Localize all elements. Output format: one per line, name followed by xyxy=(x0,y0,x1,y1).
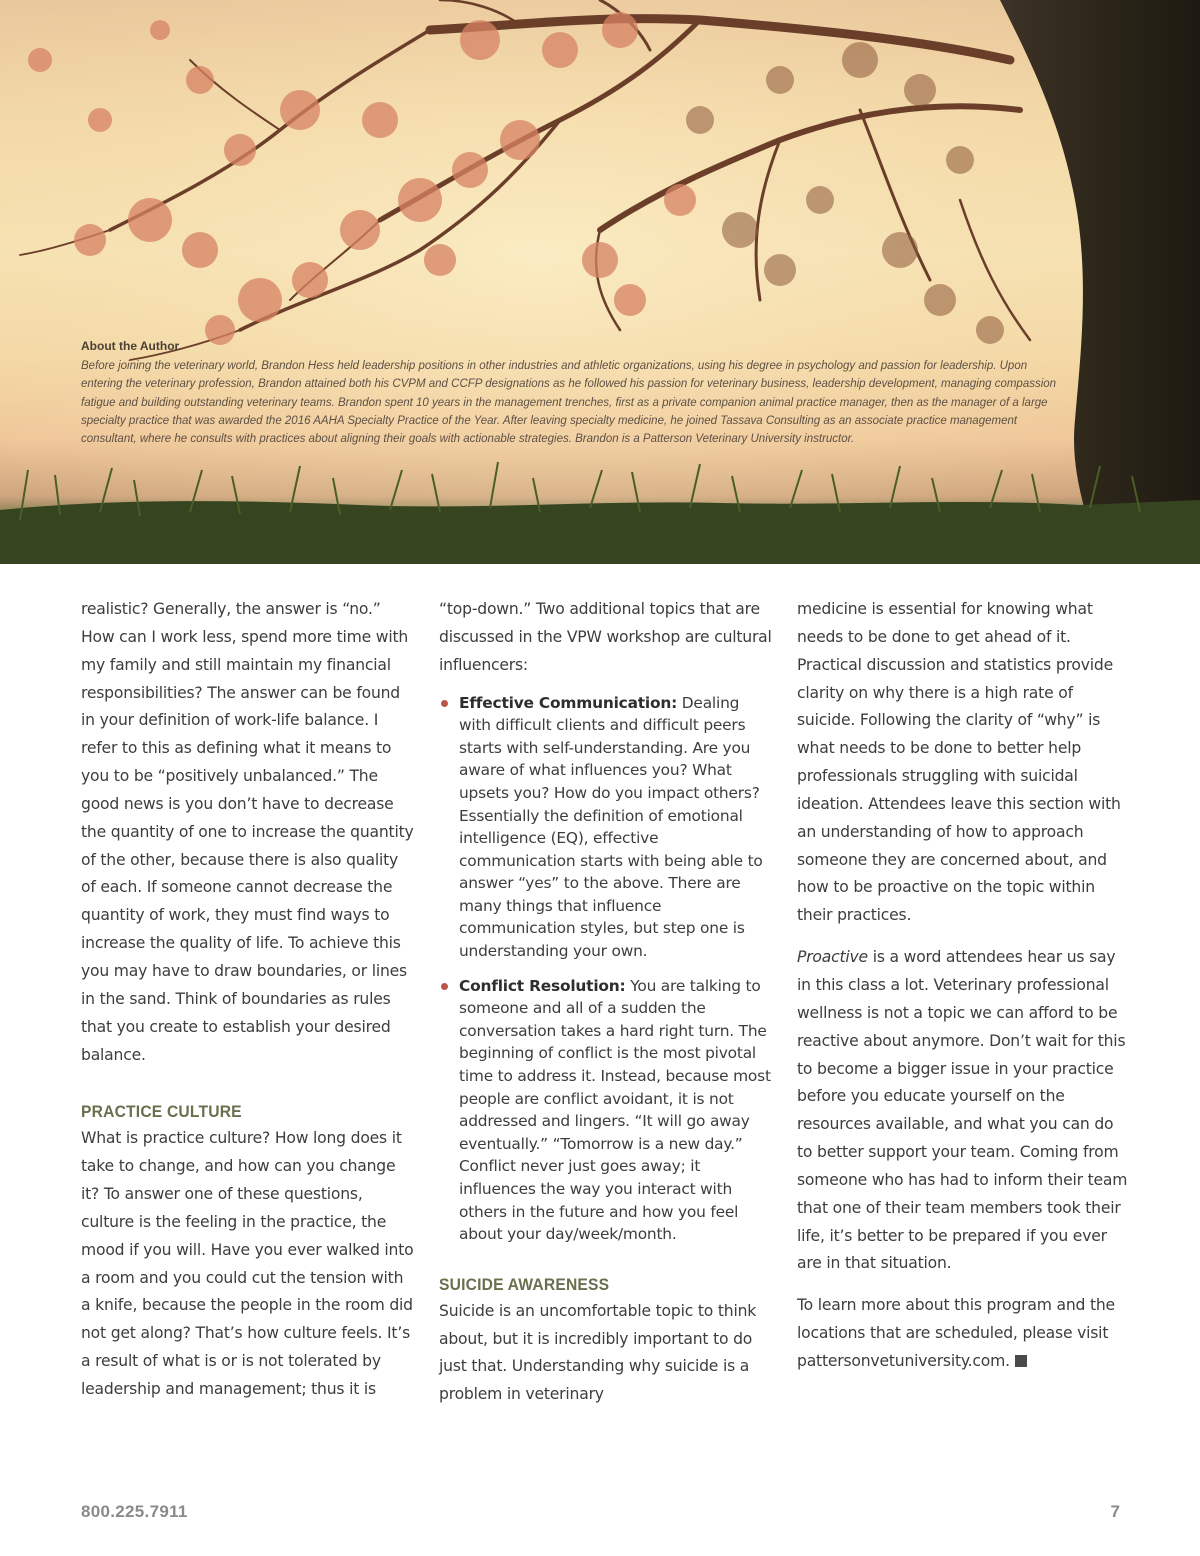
end-of-article-square-icon xyxy=(1015,1355,1027,1367)
col3-paragraph-1: medicine is essential for knowing what needs to be done to get ahead of it. Practical discussion and statistics provide clarity on why there is a high rate of suicide. Following the clarity of “why” is what needs to be done to better help professionals struggling with suicidal ideation. Attendees leave this section with an understanding of how to approach someone they are concerned about, and how to be proactive on the topic within their practices. xyxy=(797,600,1121,925)
cultural-influencers-list xyxy=(439,692,774,1246)
footer-phone-number: 800.225.7911 xyxy=(81,1502,188,1521)
bullet-term: Effective Communication: xyxy=(459,693,678,712)
col3-paragraph-3-text: To learn more about this program and the locations that are scheduled, please visit pattersonvetuniversity.com. xyxy=(797,1296,1115,1370)
heading-practice-culture: PRACTICE CULTURE xyxy=(81,1102,242,1122)
about-the-author-heading: About the Author xyxy=(81,339,180,353)
col3-paragraph-2 xyxy=(797,944,1132,1278)
column-2 xyxy=(439,596,774,1409)
emphasis-proactive: Proactive xyxy=(797,948,868,967)
column-1 xyxy=(81,596,416,1404)
bullet-dot-icon xyxy=(441,983,448,990)
bullet-text: Dealing with difficult clients and difficult peers starts with self-understanding. Are you aware of what influences you? What upsets you? How do you impact others? Essentially the definition of emotional intelligence (EQ), effective communication starts with being able to answer “yes” to the above. There are many things that influence communication styles, but step one is understanding your own. xyxy=(459,693,763,961)
about-the-author-box xyxy=(81,339,1066,448)
column-3 xyxy=(797,596,1132,1376)
list-item xyxy=(439,975,774,1246)
col2-paragraph-2: Suicide is an uncomfortable topic to think about, but it is incredibly important to do just that. Understanding why suicide is a problem in veterinary xyxy=(439,1301,757,1404)
tree-landscape-illustration xyxy=(0,0,1200,564)
author-bio: Before joining the veterinary world, Brandon Hess held leadership positions in other industries and athletic organizations, using his degree in psychology and passion for leadership. Upon entering the veterinary profession, Brandon attained both his CVPM and CCFP designations as he followed his passion for veterinary business, leadership development, managing compassion fatigue and building outstanding veterinary teams. Brandon spent 10 years in the management trenches, first as a private companion animal practice manager, then as the manager of a large specialty practice that was awarded the 2016 AAHA Specialty Practice of the Year. After leaving specialty medicine, he joined Tassava Consulting as an associate practice management consultant, where he consults with practices about aligning their goals with actionable strategies. Brandon is a Patterson Veterinary University instructor. xyxy=(81,360,1057,446)
bullet-term: Conflict Resolution: xyxy=(459,976,626,995)
heading-suicide-awareness: SUICIDE AWARENESS xyxy=(439,1274,610,1294)
col1-paragraph-1: realistic? Generally, the answer is “no.” How can I work less, spend more time with my family and still maintain my financial responsibilities? The answer can be found in your definition of work-life balance. I refer to this as defining what it means to you to be “positively unbalanced.” The good news is you don’t have to decrease the quantity of one to increase the quantity of the other, because there is also quality of each. If someone cannot decrease the quantity of work, they must find ways to increase the quality of life. To achieve this you may have to draw boundaries, or lines in the sand. Think of boundaries as rules that you create to establish your desired balance. xyxy=(81,600,414,1064)
hero-image xyxy=(0,0,1200,564)
bullet-dot-icon xyxy=(441,700,448,707)
list-item xyxy=(439,692,774,963)
col2-paragraph-1: “top-down.” Two additional topics that are discussed in the VPW workshop are cultural influencers: xyxy=(439,600,772,674)
col1-paragraph-2: What is practice culture? How long does it take to change, and how can you change it? To answer one of these questions, culture is the feeling in the practice, the mood if you will. Have you ever walked into a room and you could cut the tension with a knife, because the people in the room did not get along? That’s how culture feels. It’s a result of what is or is not tolerated by leadership and management; thus it is xyxy=(81,1129,414,1398)
page-number: 7 xyxy=(1110,1502,1120,1521)
bullet-text: You are talking to someone and all of a sudden the conversation takes a hard right turn. The beginning of conflict is the most pivotal time to address it. Instead, because most people are conflict avoidant, it is not addressed and lingers. “It will go away eventually.” “Tomorrow is a new day.” Conflict never just goes away; it influences the way you interact with others in the future and how you feel about your day/week/month. xyxy=(459,976,771,1244)
col3-paragraph-3 xyxy=(797,1292,1132,1376)
col3-paragraph-2-text: is a word attendees hear us say in this class a lot. Veterinary professional wellness is not a topic we can afford to be reactive about anymore. Don’t wait for this to become a bigger issue in your practice before you educate yourself on the resources available, and what you can do to better support your team. Coming from someone who has had to inform their team that one of their team members took their life, it’s better to be prepared if you ever are in that situation. xyxy=(797,948,1128,1273)
